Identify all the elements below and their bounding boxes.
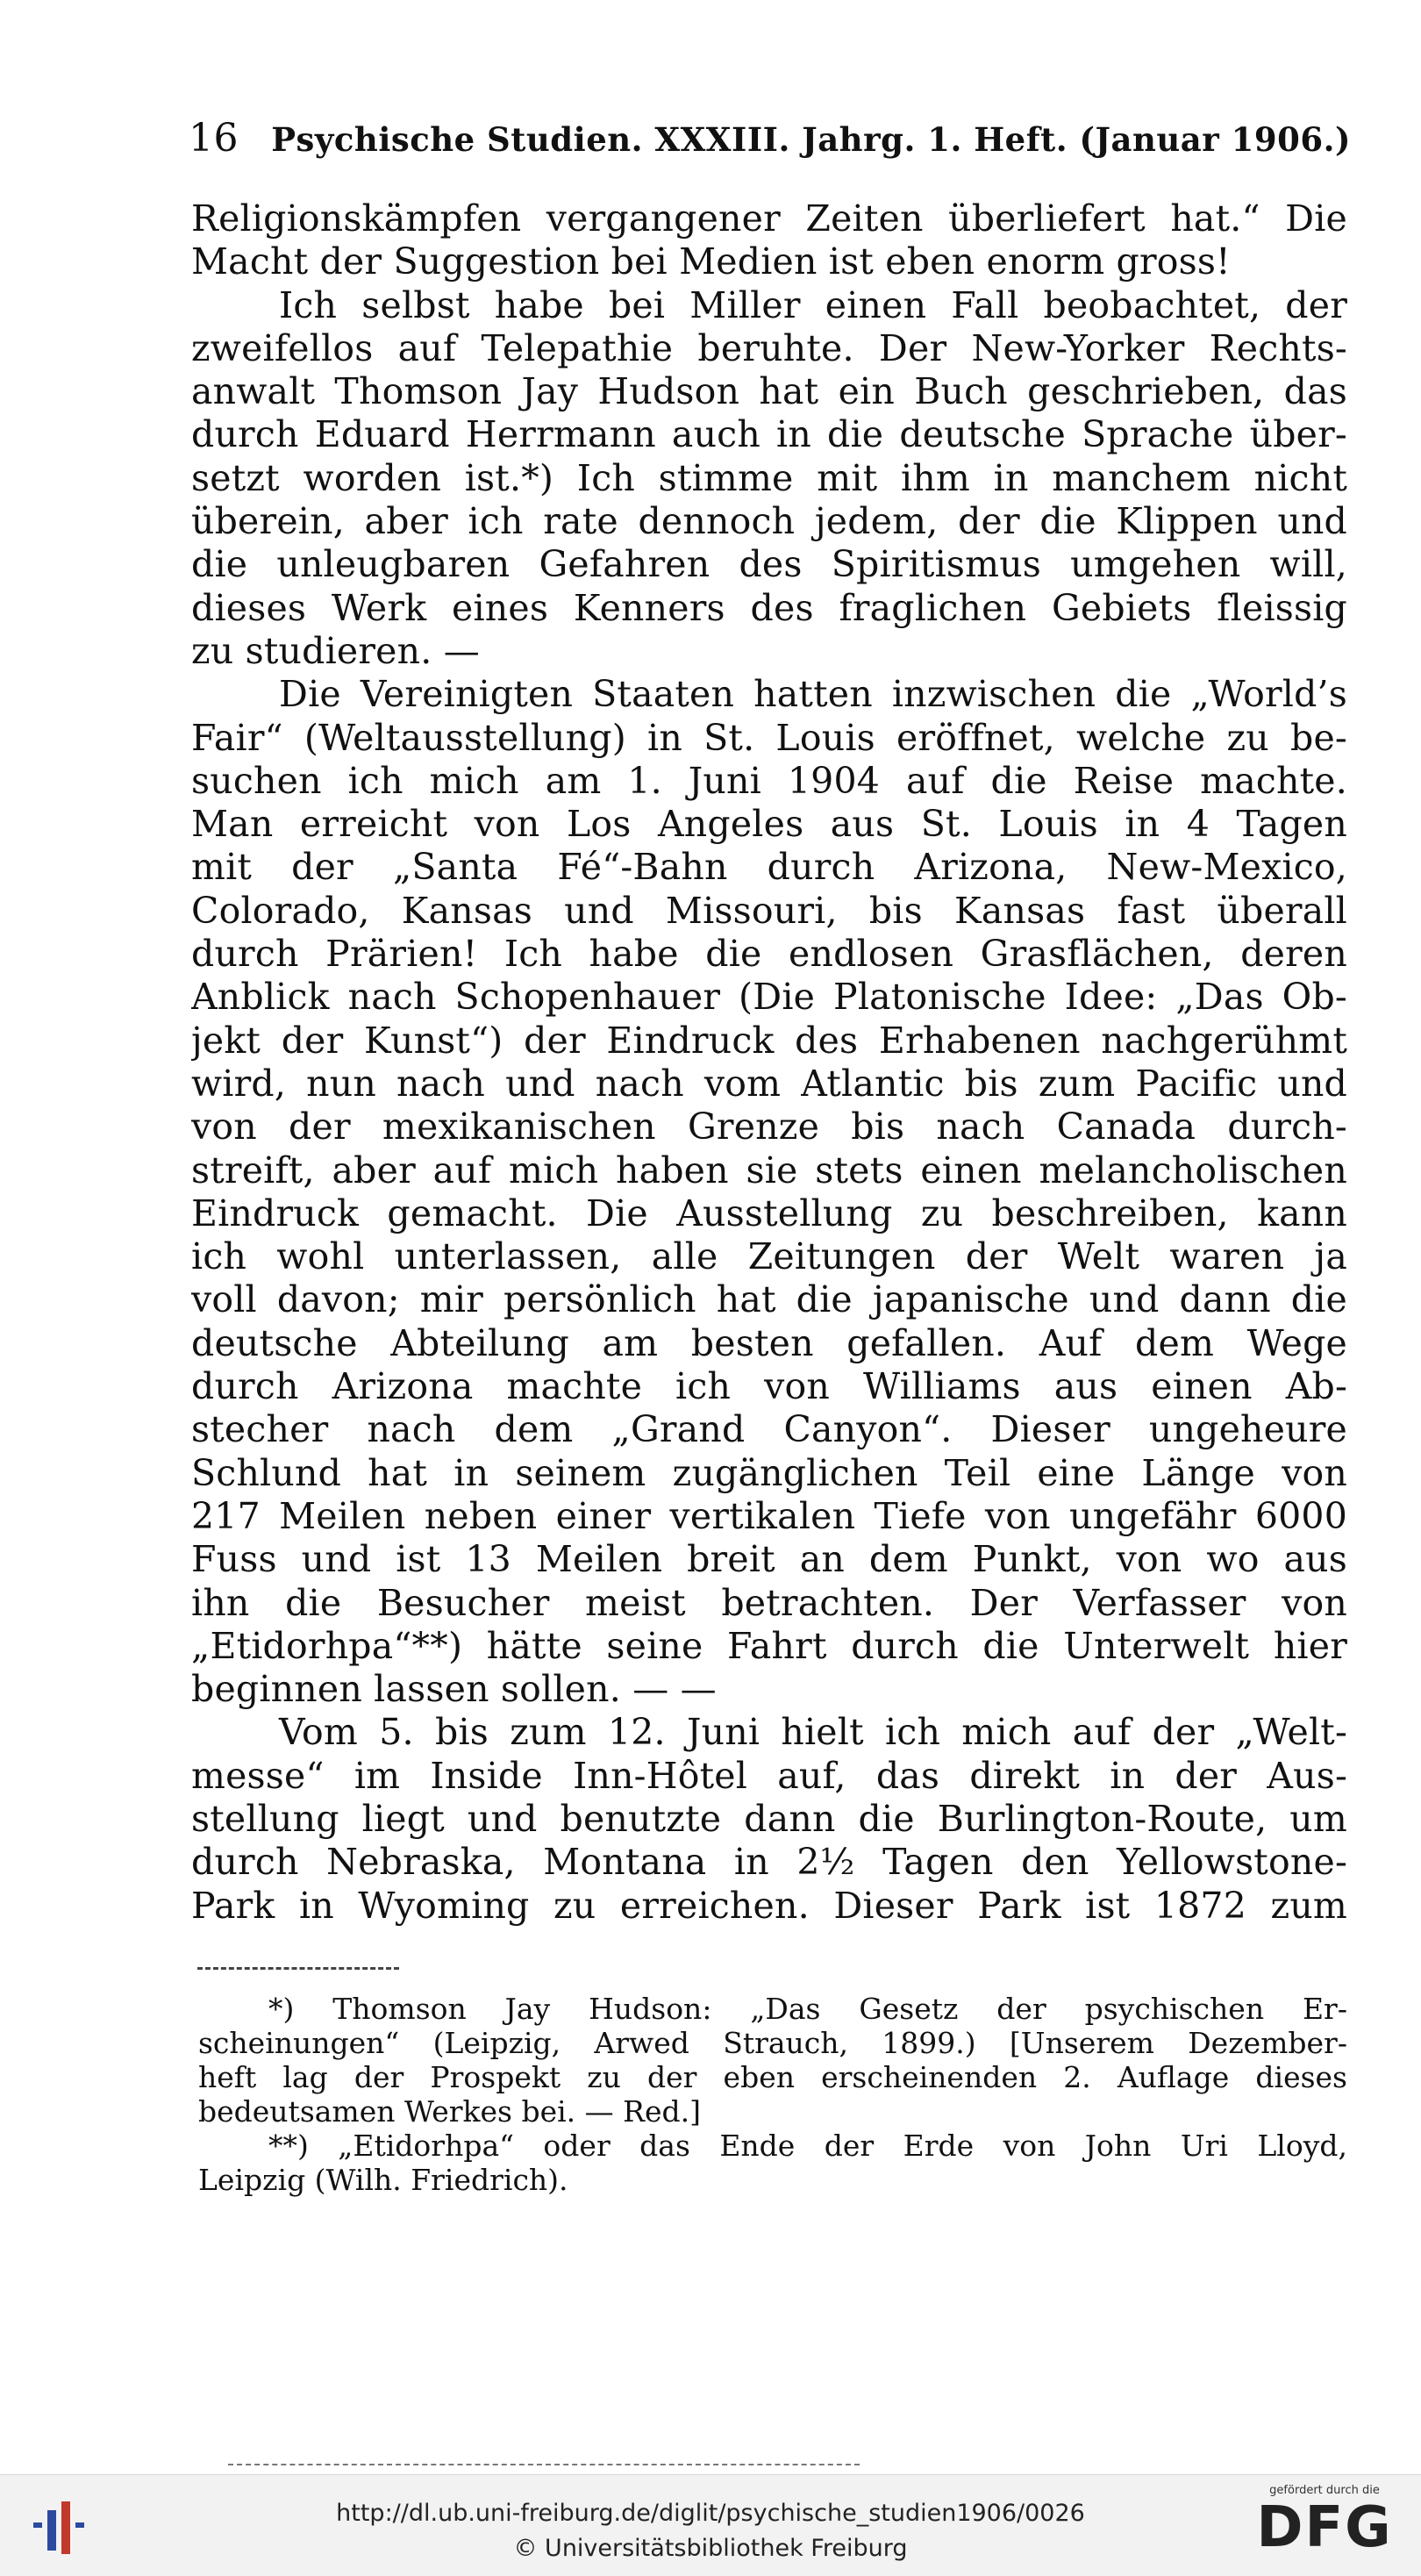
text-line: Schlund hat in seinem zugänglichen Teil eine Länge von (191, 1451, 1347, 1494)
text-line: zu studieren. — (191, 629, 480, 672)
text-line: ihn die Besucher meist betrachten. Der Verfasser von (191, 1581, 1347, 1624)
text-line: setzt worden ist.*) Ich stimme mit ihm in manchem nicht (191, 456, 1347, 499)
text-line: Fuss und ist 13 Meilen breit an dem Punkt, von wo aus (191, 1538, 1347, 1581)
footnote-line: Leipzig (Wilh. Friedrich). (198, 2163, 568, 2197)
text-line: mit der „Santa Fé“-Bahn durch Arizona, New-Mexico, (191, 846, 1347, 889)
text-line: ich wohl unterlassen, alle Zeitungen der Welt waren ja (191, 1235, 1347, 1278)
text-line: suchen ich mich am 1. Juni 1904 auf die Reise machte. (191, 759, 1347, 802)
text-line: dieses Werk eines Kenners des fraglichen Gebiets fleissig (191, 586, 1347, 629)
text-line: „Etidorhpa“**) hätte seine Fahrt durch die Unterwelt hier (191, 1624, 1347, 1667)
text-line: die unleugbaren Gefahren des Spiritismus umgehen will, (191, 543, 1347, 586)
text-line: 217 Meilen neben einer vertikalen Tiefe von ungefähr 6000 (191, 1494, 1347, 1537)
text-line: durch Nebraska, Montana in 2½ Tagen den Yellowstone- (191, 1841, 1347, 1884)
text-line: jekt der Kunst“) der Eindruck des Erhabenen nachgerühmt (191, 1019, 1347, 1062)
text-line: Anblick nach Schopenhauer (Die Platonische Idee: „Das Ob- (191, 976, 1347, 1019)
text-line: von der mexikanischen Grenze bis nach Canada durch- (191, 1106, 1347, 1148)
text-line: Macht der Suggestion bei Medien ist eben enorm gross! (191, 240, 1231, 283)
dfg-logo (1246, 2484, 1403, 2558)
text-line: messe“ im Inside Inn-Hôtel auf, das direkt in der Aus- (191, 1754, 1347, 1797)
copyright-notice: © Universitätsbibliothek Freiburg (513, 2535, 908, 2562)
permalink-url[interactable]: http://dl.ub.uni-freiburg.de/diglit/psychische_studien1906/0026 (336, 2500, 1085, 2527)
dfg-logo-text: DFG (1256, 2495, 1393, 2560)
text-line: deutsche Abteilung am besten gefallen. Auf dem Wege (191, 1321, 1347, 1364)
footnote-separator (197, 1967, 399, 1970)
running-header (189, 116, 1351, 168)
viewer-footer (0, 2474, 1421, 2576)
running-title: Psychische Studien. XXXIII. Jahrg. 1. Heft. (Januar 1906.) (271, 120, 1351, 159)
text-line: überein, aber ich rate dennoch jedem, der die Klippen und (191, 500, 1347, 543)
page-number: 16 (189, 116, 239, 161)
text-line: durch Prärien! Ich habe die endlosen Grasflächen, deren (191, 933, 1347, 976)
text-line: Vom 5. bis zum 12. Juni hielt ich mich auf der „Welt- (279, 1711, 1347, 1754)
text-line: Die Vereinigten Staaten hatten inzwischen die „World’s (279, 673, 1347, 716)
footnote-line: heft lag der Prospekt zu der eben erscheinenden 2. Auflage dieses (198, 2060, 1347, 2094)
body-text (191, 197, 1347, 1928)
text-line: Religionskämpfen vergangener Zeiten überliefert hat.“ Die (191, 197, 1347, 240)
page-bottom-marks (228, 2464, 860, 2465)
text-line: Colorado, Kansas und Missouri, bis Kansas fast überall (191, 889, 1347, 932)
text-line: wird, nun nach und nach vom Atlantic bis zum Pacific und (191, 1062, 1347, 1105)
text-line: voll davon; mir persönlich hat die japanische und dann die (191, 1278, 1347, 1321)
text-line: anwalt Thomson Jay Hudson hat ein Buch geschrieben, das (191, 370, 1347, 413)
text-line: Ich selbst habe bei Miller einen Fall beobachtet, der (279, 283, 1347, 326)
text-line: streift, aber auf mich haben sie stets einen melancholischen (191, 1148, 1347, 1191)
text-line: beginnen lassen sollen. — — (191, 1668, 717, 1711)
footnote-line: scheinungen“ (Leipzig, Arwed Strauch, 1899.) [Unserem Dezember- (198, 2026, 1347, 2060)
text-line: durch Arizona machte ich von Williams aus einen Ab- (191, 1365, 1347, 1408)
dfg-caption: gefördert durch die (1269, 2484, 1380, 2497)
text-line: stellung liegt und benutzte dann die Burlington-Route, um (191, 1797, 1347, 1840)
text-line: zweifellos auf Telepathie beruhte. Der New-Yorker Rechts- (191, 326, 1347, 369)
text-line: durch Eduard Herrmann auch in die deutsche Sprache über- (191, 413, 1347, 456)
text-line: Park in Wyoming zu erreichen. Dieser Park ist 1872 zum (191, 1884, 1347, 1927)
text-line: Man erreicht von Los Angeles aus St. Louis in 4 Tagen (191, 803, 1347, 846)
text-line: Fair“ (Weltausstellung) in St. Louis eröffnet, welche zu be- (191, 716, 1347, 759)
footnote-line: *) Thomson Jay Hudson: „Das Gesetz der psychischen Er- (268, 1992, 1347, 2026)
footnote-line: bedeutsamen Werkes bei. — Red.] (198, 2094, 702, 2129)
text-line: Eindruck gemacht. Die Ausstellung zu beschreiben, kann (191, 1191, 1347, 1234)
footnote-line: **) „Etidorhpa“ oder das Ende der Erde von John Uri Lloyd, (268, 2129, 1347, 2163)
footnotes (198, 1992, 1347, 2197)
text-line: stecher nach dem „Grand Canyon“. Dieser ungeheure (191, 1408, 1347, 1451)
